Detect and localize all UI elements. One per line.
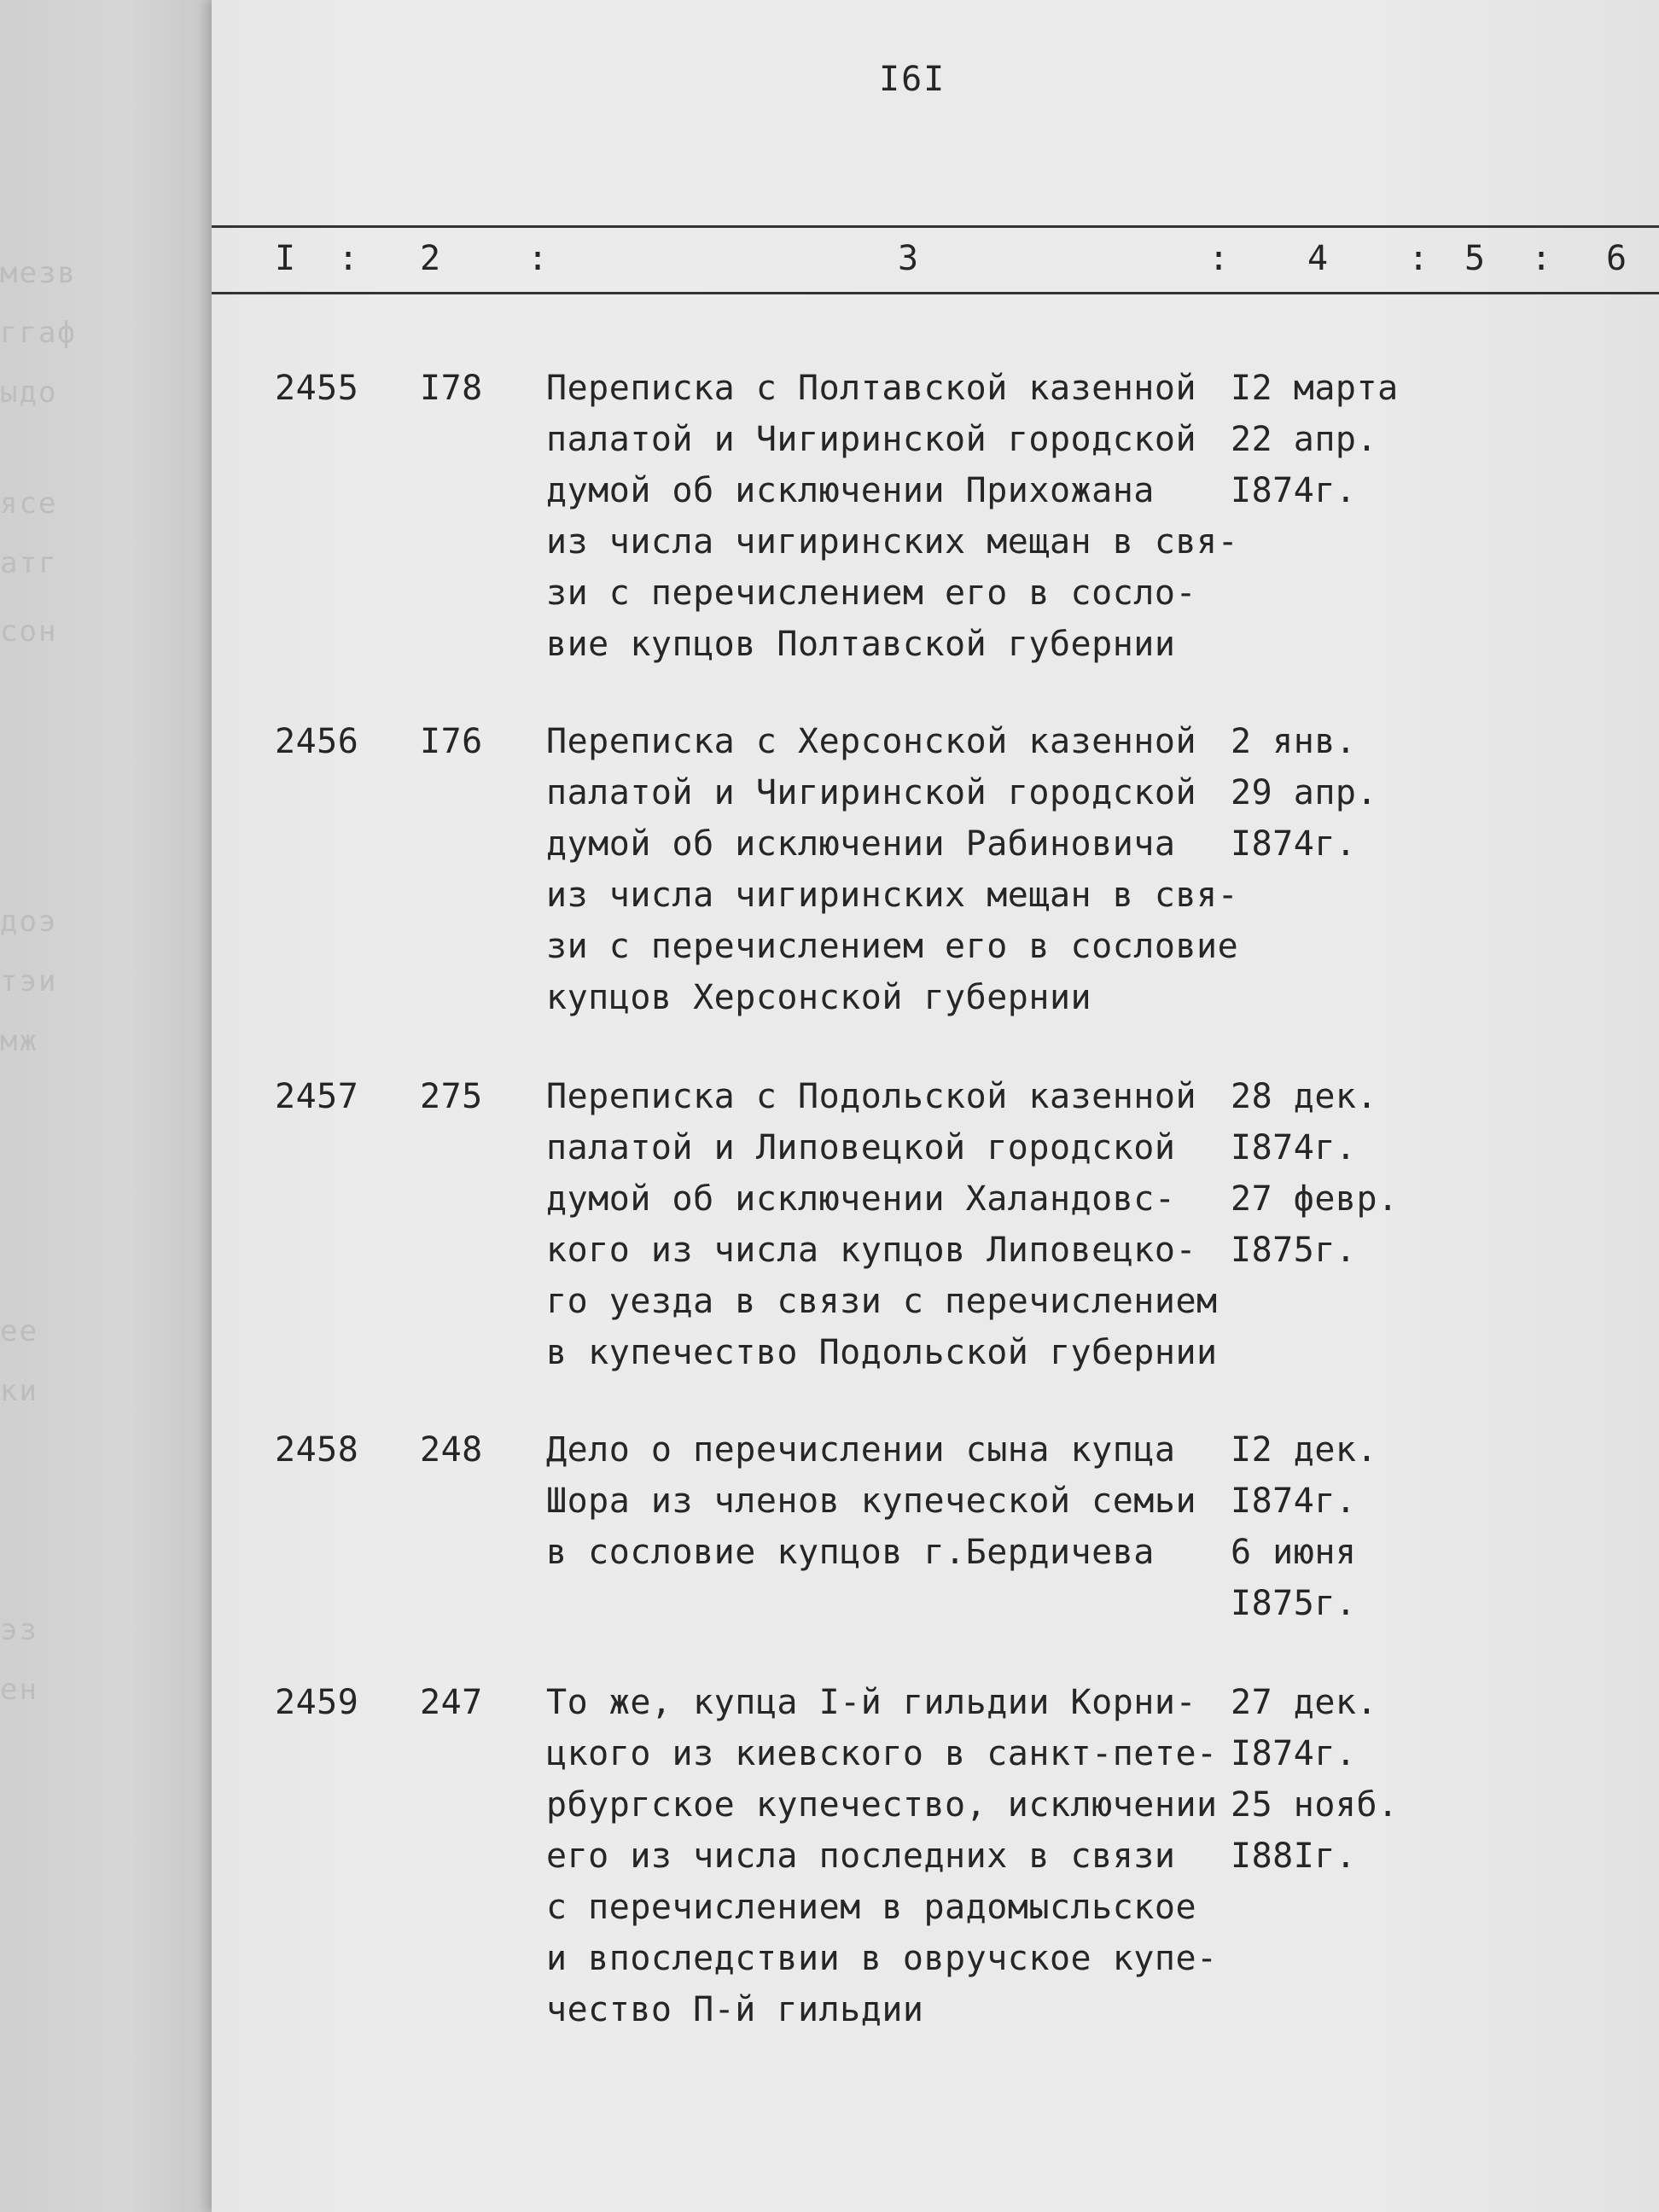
bleed-through-text: мж [0,1024,38,1058]
date-line: I874г. [1231,1481,1357,1521]
header-separator: : [527,239,549,278]
description-line: палатой и Чигиринской городской [546,773,1197,812]
description-line: зи с перечислением его в сосло- [546,573,1197,613]
description-line: чество П-й гильдии [546,1990,924,2029]
date-line: I875г. [1231,1584,1357,1623]
date-line: 6 июня [1231,1533,1357,1572]
description-line: палатой и Липовецкой городской [546,1128,1176,1167]
entry-code: I76 [420,722,483,761]
header-col-3: 3 [898,239,919,278]
bleed-through-text: доэ [0,905,58,939]
table-header-bottom-rule [212,292,1659,294]
bleed-through-text: ее [0,1314,38,1348]
date-line: 27 дек. [1231,1683,1378,1722]
header-col-1: I [275,239,296,278]
bleed-through-text: сон [0,614,58,649]
description-line: вие купцов Полтавской губернии [546,625,1176,664]
bleed-through-text: ен [0,1673,38,1707]
description-line: из числа чигиринских мещан в свя- [546,876,1239,915]
description-line: в купечество Подольской губернии [546,1333,1218,1372]
description-line: Шора из членов купеческой семьи [546,1481,1197,1521]
description-line: из числа чигиринских мещан в свя- [546,522,1239,562]
description-line: Переписка с Полтавской казенной [546,369,1197,408]
bleed-through-text: ггаф [0,316,77,350]
description-line: с перечислением в радомысльское [546,1888,1197,1927]
description-line: палатой и Чигиринской городской [546,420,1197,459]
bleed-through-text: эз [0,1613,38,1647]
bleed-through-text: ясе [0,486,58,521]
description-line: Дело о перечислении сына купца [546,1430,1176,1470]
description-line: цкого из киевского в санкт-пете- [546,1734,1218,1773]
description-line: рбургское купечество, исключении [546,1785,1218,1825]
date-line: 29 апр. [1231,773,1378,812]
header-col-2: 2 [420,239,441,278]
date-line: I874г. [1231,1128,1357,1167]
date-line: I874г. [1231,471,1357,510]
entry-number: 2459 [275,1683,359,1722]
date-line: I875г. [1231,1231,1357,1270]
description-line: и впоследствии в овручское купе- [546,1939,1218,1978]
header-separator: : [1208,239,1230,278]
entry-number: 2458 [275,1430,359,1470]
date-line: I88Iг. [1231,1837,1357,1876]
bleed-through-text: мезв [0,256,77,290]
description-line: думой об исключении Прихожана [546,471,1155,510]
bleed-through-text: атг [0,546,58,580]
entry-code: 248 [420,1430,483,1470]
description-line: Переписка с Херсонской казенной [546,722,1197,761]
entry-code: 247 [420,1683,483,1722]
entry-code: 275 [420,1077,483,1116]
date-line: I2 марта [1231,369,1399,408]
header-separator: : [1408,239,1429,278]
previous-page-margin [0,0,212,2212]
bleed-through-text: ыдо [0,375,58,410]
date-line: 25 нояб. [1231,1785,1399,1825]
table-header-top-rule [212,225,1659,228]
description-line: думой об исключении Халандовс- [546,1179,1176,1219]
date-line: 27 февр. [1231,1179,1399,1219]
header-col-6: 6 [1606,239,1627,278]
bleed-through-text: ки [0,1374,38,1408]
entry-number: 2457 [275,1077,359,1116]
description-line: думой об исключении Рабиновича [546,824,1176,864]
entry-number: 2455 [275,369,359,408]
date-line: 2 янв. [1231,722,1357,761]
description-line: купцов Херсонской губернии [546,978,1092,1017]
header-col-4: 4 [1307,239,1329,278]
header-separator: : [338,239,359,278]
header-col-5: 5 [1464,239,1486,278]
description-line: зи с перечислением его в сословие [546,927,1239,966]
page-number: I6I [879,60,946,99]
description-line: го уезда в связи с перечислением [546,1282,1218,1321]
entry-code: I78 [420,369,483,408]
bleed-through-text: тэи [0,964,58,998]
header-separator: : [1531,239,1552,278]
description-line: его из числа последних в связи [546,1837,1176,1876]
description-line: Переписка с Подольской казенной [546,1077,1197,1116]
entry-number: 2456 [275,722,359,761]
date-line: I874г. [1231,1734,1357,1773]
date-line: 28 дек. [1231,1077,1378,1116]
date-line: 22 апр. [1231,420,1378,459]
description-line: в сословие купцов г.Бердичева [546,1533,1155,1572]
description-line: кого из числа купцов Липовецко- [546,1231,1197,1270]
date-line: I874г. [1231,824,1357,864]
date-line: I2 дек. [1231,1430,1378,1470]
description-line: То же, купца I-й гильдии Корни- [546,1683,1197,1722]
